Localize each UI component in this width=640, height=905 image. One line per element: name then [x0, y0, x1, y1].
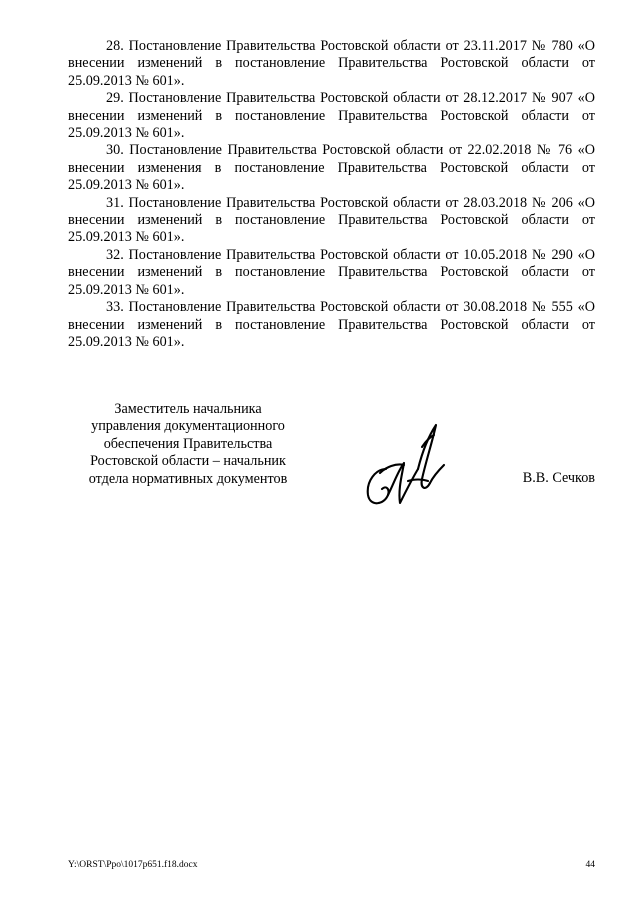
handwritten-signature: [360, 423, 446, 509]
signer-position: [68, 401, 308, 488]
list-item: 30. Постановление Правительства Ростовской области от 22.02.2018 № 76 «О внесении изменения в постановление Правительства Ростовской области от 25.09.2013 № 601».: [68, 142, 595, 194]
document-list: [68, 38, 595, 351]
list-item: 33. Постановление Правительства Ростовской области от 30.08.2018 № 555 «О внесении изменений в постановление Правительства Ростовской области от 25.09.2013 № 601».: [68, 299, 595, 350]
signer-name: В.В. Сечков: [522, 470, 595, 486]
signer-position-line: Ростовской области – начальник: [90, 453, 286, 470]
signer-position-line: обеспечения Правительства: [103, 435, 273, 452]
list-item: 29. Постановление Правительства Ростовской области от 28.12.2017 № 907 «О внесении изменений в постановление Правительства Ростовской области от 25.09.2013 № 601».: [68, 90, 595, 142]
signer-position-line: управления документационного: [91, 418, 285, 435]
page-number: 44: [585, 860, 595, 870]
footer-file-path: Y:\ORST\Ppo\1017p651.f18.docx: [68, 860, 198, 870]
signer-position-line: Заместитель начальника: [114, 401, 262, 417]
list-item: 28. Постановление Правительства Ростовской области от 23.11.2017 № 780 «О внесении изменений в постановление Правительства Ростовской области от 25.09.2013 № 601».: [68, 38, 595, 89]
signer-position-line: отдела нормативных документов: [88, 470, 288, 487]
list-item: 31. Постановление Правительства Ростовской области от 28.03.2018 № 206 «О внесении изменений в постановление Правительства Ростовской области от 25.09.2013 № 601».: [68, 194, 595, 246]
list-item: 32. Постановление Правительства Ростовской области от 10.05.2018 № 290 «О внесении изменений в постановление Правительства Ростовской области от 25.09.2013 № 601».: [68, 246, 595, 298]
signature-block: [68, 401, 595, 511]
